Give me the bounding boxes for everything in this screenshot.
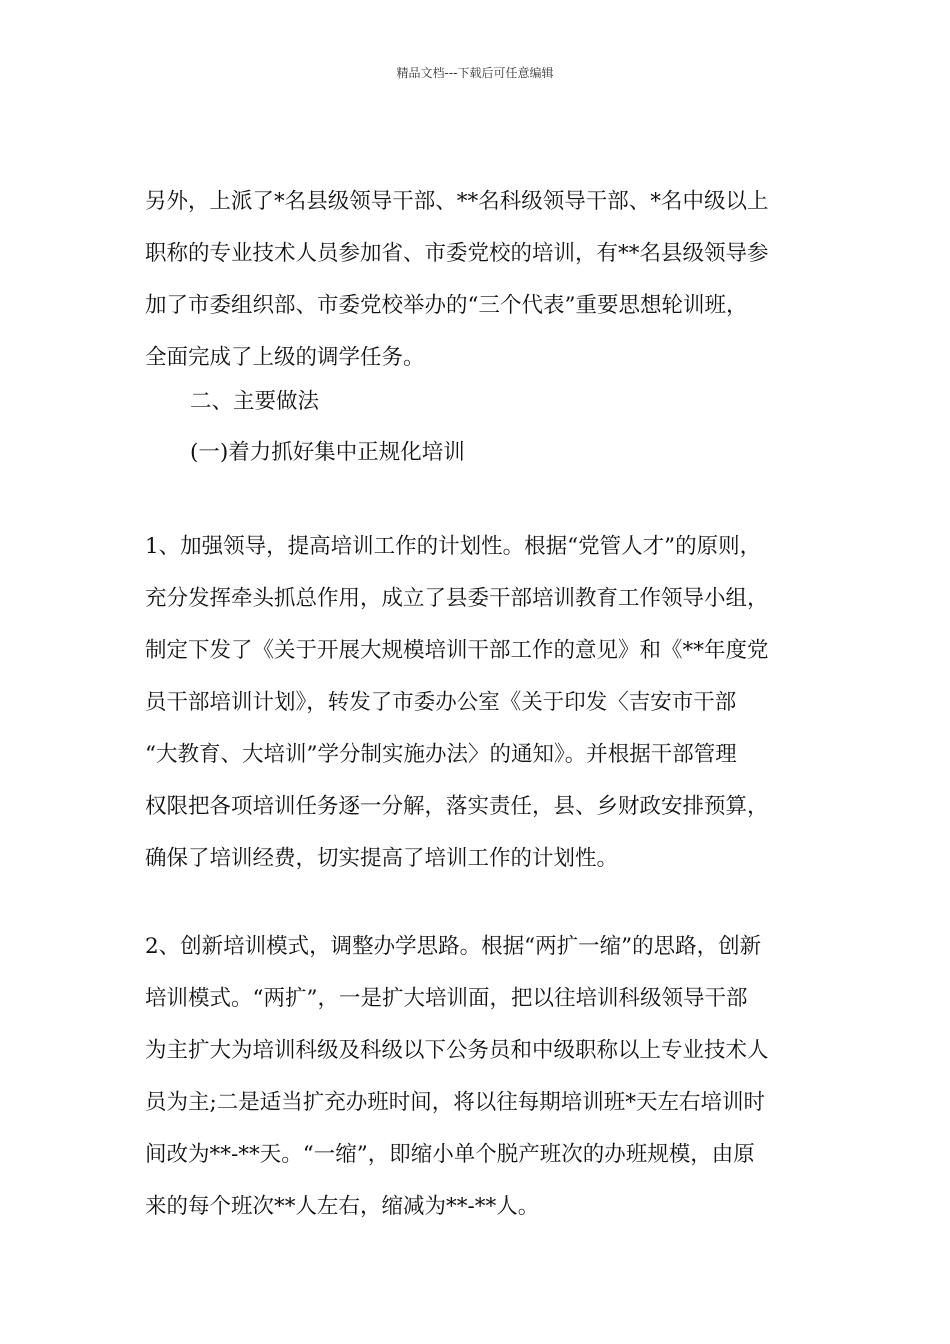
paragraph-line: 制定下发了《关于开展大规模培训干部工作的意见》和《**年度党 (145, 638, 769, 663)
paragraph-line: 确保了培训经费，切实提高了培训工作的计划性。 (145, 846, 619, 871)
paragraph-line: 加了市委组织部、市委党校举办的“三个代表”重要思想轮训班， (145, 293, 748, 318)
paragraph-line: 充分发挥牵头抓总作用，成立了县委干部培训教育工作领导小组， (145, 586, 769, 611)
paragraph-item-2 (145, 921, 807, 1233)
paragraph-line: 职称的专业技术人员参加省、市委党校的培训，有**名县级领导参 (145, 241, 769, 266)
paragraph-line: 全面完成了上级的调学任务。 (145, 345, 425, 370)
paragraph-line: 员为主;二是适当扩充办班时间，将以往每期培训班*天左右培训时 (145, 1090, 765, 1115)
paragraph-line: “大教育、大培训”学分制实施办法〉的通知》。并根据干部管理 (145, 742, 737, 767)
subsection-heading: (一)着力抓好集中正规化培训 (190, 440, 465, 465)
paragraph-line: 员干部培训计划》，转发了市委办公室《关于印发〈吉安市干部 (145, 690, 737, 715)
paragraph-line: 来的每个班次**人左右，缩减为**-**人。 (145, 1194, 540, 1219)
paragraph-training-summary (145, 176, 807, 384)
paragraph-line: 培训模式。“两扩”，一是扩大培训面，把以往培训科级领导干部 (145, 986, 748, 1011)
paragraph-line: 权限把各项培训任务逐一分解，落实责任，县、乡财政安排预算， (145, 794, 769, 819)
page-header: 精品文档---下载后可任意编辑 (396, 66, 554, 80)
paragraph-line: 为主扩大为培训科级及科级以下公务员和中级职称以上专业技术人 (145, 1038, 769, 1063)
paragraph-line: 另外，上派了*名县级领导干部、**名科级领导干部、*名中级以上 (145, 189, 769, 214)
paragraph-line: 2、创新培训模式，调整办学思路。根据“两扩一缩”的思路，创新 (145, 934, 762, 959)
paragraph-line: 间改为**-**天。“一缩”，即缩小单个脱产班次的办班规模，由原 (145, 1142, 755, 1167)
paragraph-item-1 (145, 521, 807, 885)
section-heading: 二、主要做法 (190, 389, 320, 414)
paragraph-line: 1、加强领导，提高培训工作的计划性。根据“党管人才”的原则， (145, 534, 762, 559)
